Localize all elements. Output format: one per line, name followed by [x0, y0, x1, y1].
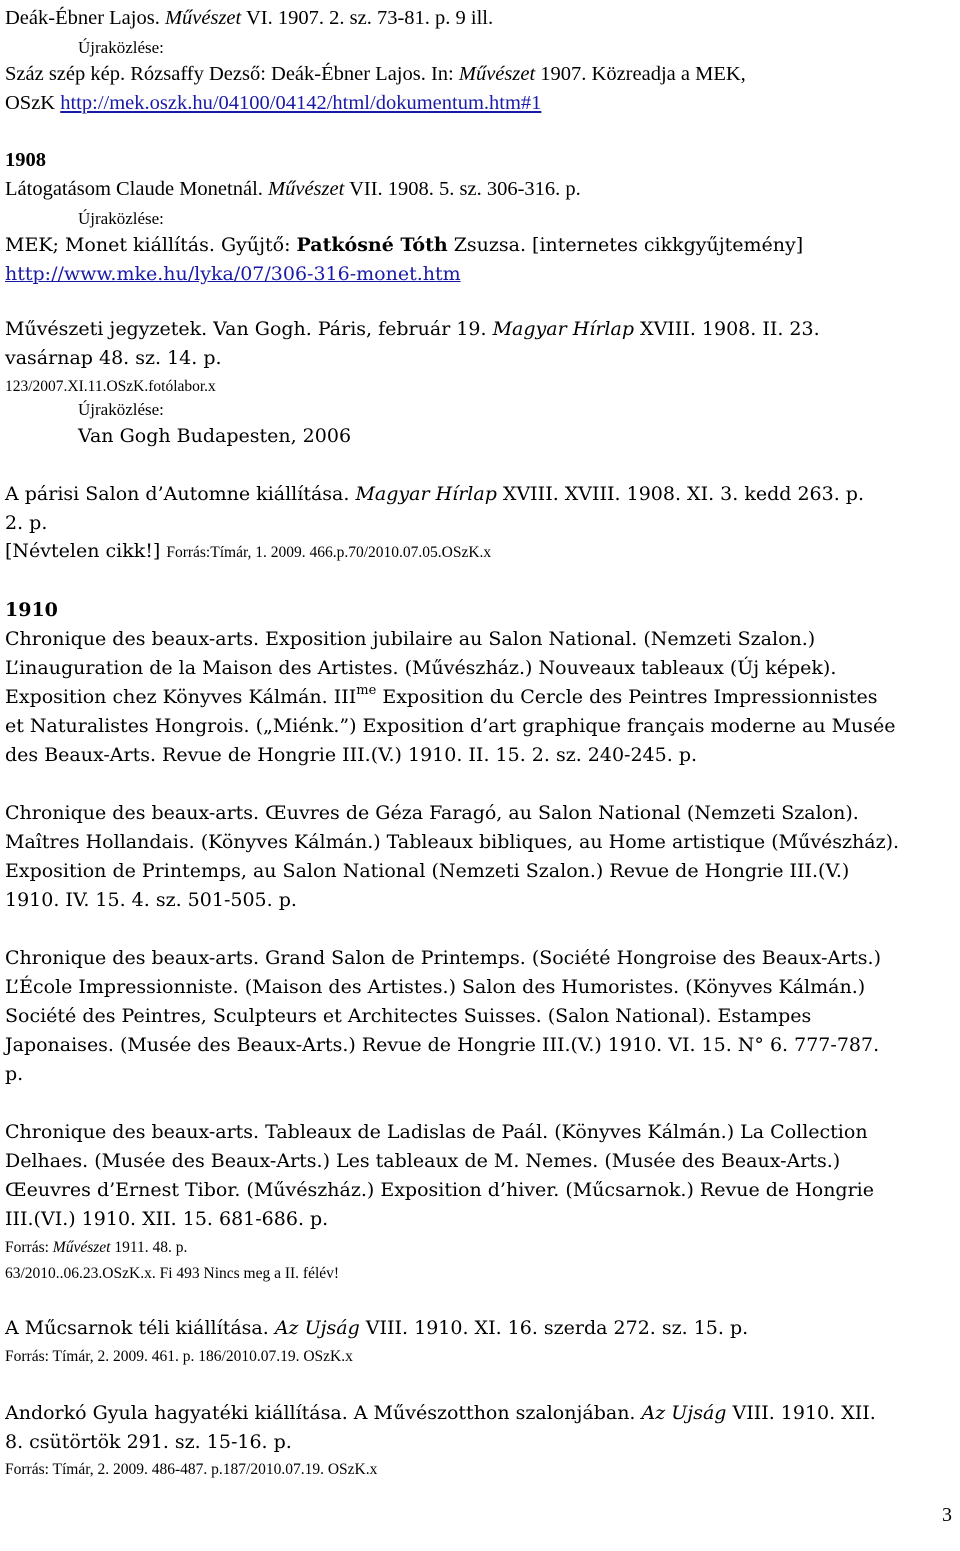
- entry-van-gogh: Művészeti jegyzetek. Van Gogh. Páris, február 19. Magyar Hírlap XVIII. 1908. II. 23.: [5, 318, 820, 340]
- page-number: 3: [942, 1504, 952, 1526]
- entry-chronique-3-cont: p.: [5, 1063, 24, 1085]
- reprint-link-line: [5, 262, 461, 286]
- monet-link[interactable]: http://www.mke.hu/lyka/07/306-316-monet.htm: [5, 263, 461, 285]
- entry-chronique-3-cont: Société des Peintres, Sculpteurs et Architectes Suisses. (Salon National). Estampes: [5, 1005, 812, 1027]
- entry-chronique-1-cont: Exposition chez Könyves Kálmán. $III^{me}$ Exposition du Cercle des Peintres Impressionnistes: [5, 683, 878, 708]
- entry-chronique-4-cont: Delhaes. (Musée des Beaux-Arts.) Les tableaux de M. Nemes. (Musée des Beaux-Arts.): [5, 1150, 841, 1172]
- entry-chronique-1-cont: des Beaux-Arts. Revue de Hongrie III.(V.) 1910. II. 15. 2. sz. 240-245. p.: [5, 744, 698, 766]
- entry-andorko: Andorkó Gyula hagyatéki kiállítása. A Művészotthon szalonjában. Az Ujság VIII. 1910. XII.: [5, 1402, 876, 1424]
- entry-chronique-4: Chronique des beaux-arts. Tableaux de Ladislas de Paál. (Könyves Kálmán.) La Collection: [5, 1121, 868, 1143]
- entry-chronique-1-cont: et Naturalistes Hongrois. („Miénk.”) Exposition d’art graphique français moderne au Musée: [5, 715, 896, 737]
- source-note: 123/2007.XI.11.OSzK.fotólabor.x: [5, 378, 216, 395]
- entry-salon-automne: A párisi Salon d’Automne kiállítása. Magyar Hírlap XVIII. XVIII. 1908. XI. 3. kedd 263. p.: [5, 483, 864, 505]
- entry-monet: Látogatásom Claude Monetnál. Művészet VII. 1908. 5. sz. 306-316. p.: [5, 178, 581, 200]
- entry-chronique-3: Chronique des beaux-arts. Grand Salon de Printemps. (Société Hongroise des Beaux-Arts.): [5, 947, 882, 969]
- entry-chronique-2-cont: Exposition de Printemps, au Salon National (Nemzeti Szalon.) Revue de Hongrie III.(V.): [5, 860, 850, 882]
- reprint-citation-cont: OSzK http://mek.oszk.hu/04100/04142/html/dokumentum.htm#1: [5, 92, 542, 114]
- entry-chronique-3-cont: L’École Impressionniste. (Maison des Artistes.) Salon des Humoristes. (Könyves Kálmán.): [5, 976, 866, 998]
- entry-andorko-cont: 8. csütörtök 291. sz. 15-16. p.: [5, 1431, 292, 1453]
- entry-chronique-2-cont: 1910. IV. 15. 4. sz. 501-505. p.: [5, 889, 297, 911]
- entry-van-gogh-cont: vasárnap 48. sz. 14. p.: [5, 347, 222, 369]
- entry-salon-automne-cont: 2. p.: [5, 512, 48, 534]
- year-heading-1910: 1910: [5, 599, 58, 621]
- entry-chronique-2-cont: Maîtres Hollandais. (Könyves Kálmán.) Tableaux bibliques, au Home artistique (Művészház).: [5, 831, 900, 853]
- source-note: Forrás: Tímár, 2. 2009. 486-487. p.187/2010.07.19. OSzK.x: [5, 1461, 378, 1478]
- reprint-label: Újraközlése:: [78, 400, 164, 419]
- source-note: Forrás: Művészet 1911. 48. p.: [5, 1239, 188, 1256]
- source-note: [Névtelen cikk!] Forrás:Tímár, 1. 2009. 466.p.70/2010.07.05.OSzK.x: [5, 540, 492, 562]
- reprint-citation: Van Gogh Budapesten, 2006: [78, 425, 352, 447]
- year-heading-1908: 1908: [5, 149, 46, 171]
- entry-chronique-4-cont: III.(VI.) 1910. XII. 15. 681-686. p.: [5, 1208, 329, 1230]
- entry-deak-ebner: Deák-Ébner Lajos. Művészet VI. 1907. 2. sz. 73-81. p. 9 ill.: [5, 7, 494, 29]
- entry-chronique-1: Chronique des beaux-arts. Exposition jubilaire au Salon National. (Nemzeti Szalon.): [5, 628, 816, 650]
- entry-chronique-4-cont: Œeuvres d’Ernest Tibor. (Művészház.) Exposition d’hiver. (Műcsarnok.) Revue de Hongrie: [5, 1179, 874, 1201]
- reprint-citation: Száz szép kép. Rózsaffy Dezső: Deák-Ébner Lajos. In: Művészet 1907. Közreadja a MEK,: [5, 63, 746, 85]
- reprint-citation: MEK; Monet kiállítás. Gyűjtő: Patkósné Tóth Zsuzsa. [internetes cikkgyűjtemény]: [5, 234, 804, 256]
- entry-chronique-2: Chronique des beaux-arts. Œuvres de Géza Faragó, au Salon National (Nemzeti Szalon).: [5, 802, 859, 824]
- source-note: 63/2010..06.23.OSzK.x. Fi 493 Nincs meg a II. félév!: [5, 1265, 340, 1282]
- entry-chronique-3-cont: Japonaises. (Musée des Beaux-Arts.) Revue de Hongrie III.(V.) 1910. VI. 15. N° 6. 777-787.: [5, 1034, 880, 1056]
- entry-mucsarnok: A Műcsarnok téli kiállítása. Az Ujság VIII. 1910. XI. 16. szerda 272. sz. 15. p.: [5, 1317, 749, 1339]
- source-note: Forrás: Tímár, 2. 2009. 461. p. 186/2010.07.19. OSzK.x: [5, 1348, 353, 1365]
- reprint-label: Újraközlése:: [78, 209, 164, 228]
- mek-link[interactable]: http://mek.oszk.hu/04100/04142/html/dokumentum.htm#1: [60, 92, 542, 114]
- reprint-label: Újraközlése:: [78, 38, 164, 57]
- entry-chronique-1-cont: L’inauguration de la Maison des Artistes. (Művészház.) Nouveaux tableaux (Új képek).: [5, 657, 837, 679]
